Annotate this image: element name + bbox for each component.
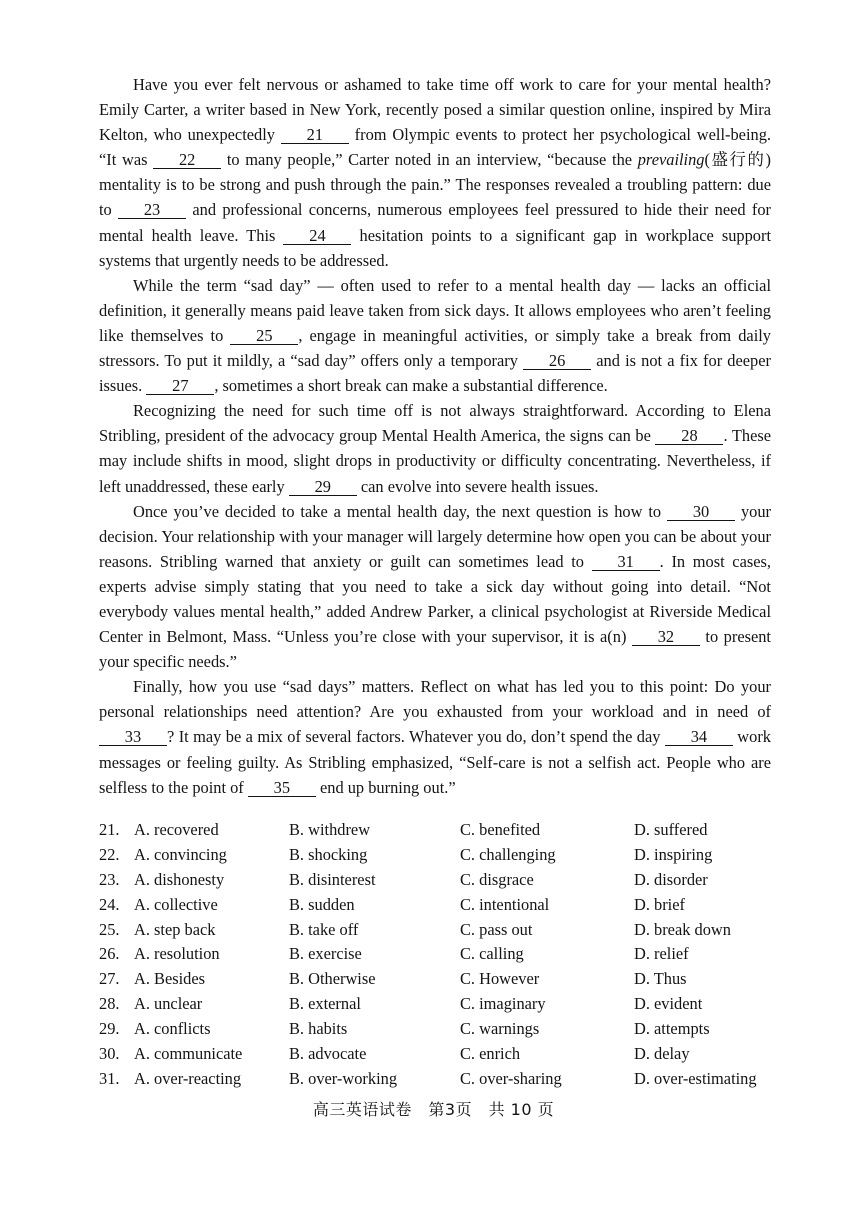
option-row-31: 31. A. over-reacting B. over-working C. over-sharing D. over-estimating	[99, 1069, 757, 1088]
option-row-24: 24. A. collective B. sudden C. intentional D. brief	[99, 895, 685, 914]
paragraph-4: Once you’ve decided to take a mental health day, the next question is how to 30 your decision. Your relationship with your manager will largely determine how open you can be about your reasons. Stribling warned that anxiety or guilt can sometimes lead to 31 . In most cases, experts advise simply stating that you need to take a sick day without going into detail. “Not everybody values mental health,” added Andrew Parker, a clinical psychologist at Riverside Medical Center in Belmont, Mass. “Unless you’re close with your supervisor, it is a(n) 32 to present your specific needs.”	[99, 501, 771, 672]
paragraph-2: While the term “sad day” — often used to refer to a mental health day — lacks an official definition, it generally means paid leave taken from sick days. It allows employees who aren’t feeling like themselves to 25 , engage in meaningful activities, or simply take a break from daily stressors. To put it mildly, a “sad day” offers only a temporary 26 and is not a fix for deeper issues. 27 , sometimes a short break can make a substantial difference.	[99, 275, 771, 396]
blank-34: 34	[665, 728, 733, 746]
blank-24: 24	[283, 227, 351, 245]
blank-23: 23	[118, 201, 186, 219]
blank-29: 29	[289, 478, 357, 496]
option-row-27: 27. A. Besides B. Otherwise C. However D. Thus	[99, 969, 687, 988]
option-row-29: 29. A. conflicts B. habits C. warnings D. attempts	[99, 1019, 710, 1038]
option-row-22: 22. A. convincing B. shocking C. challenging D. inspiring	[99, 845, 713, 864]
blank-25: 25	[230, 327, 298, 345]
blank-33: 33	[99, 728, 167, 746]
option-row-26: 26. A. resolution B. exercise C. calling D. relief	[99, 944, 689, 963]
option-row-28: 28. A. unclear B. external C. imaginary D. evident	[99, 994, 703, 1013]
italic-word: prevailing	[637, 150, 705, 170]
option-row-25: 25. A. step back B. take off C. pass out D. break down	[99, 920, 731, 939]
cloze-passage	[99, 72, 771, 800]
blank-32: 32	[632, 628, 700, 646]
paragraph-1: Have you ever felt nervous or ashamed to take time off work to care for your mental health? Emily Carter, a writer based in New York, recently posed a similar question online, inspired by Mira Kelton, who unexpectedly 21 from Olympic events to protect her psychological well-being. “It was 22 to many people,” Carter noted in an interview, “because the prevailing(盛行的) mentality is to be strong and push through the pain.” The responses revealed a troubling pattern: due to 23 and professional concerns, numerous employees feel pressured to hide their need for mental health leave. This 24 hesitation points to a significant gap in workplace support systems that urgently needs to be addressed.	[99, 75, 771, 270]
blank-28: 28	[655, 427, 723, 445]
option-row-23: 23. A. dishonesty B. disinterest C. disgrace D. disorder	[99, 870, 708, 889]
blank-26: 26	[523, 352, 591, 370]
paragraph-5: Finally, how you use “sad days” matters. Reflect on what has led you to this point: Do your personal relationships need attention? Are you exhausted from your workload and in need of 33 ? It may be a mix of several factors. Whatever you do, don’t spend the day 34 work messages or feeling guilty. As Stribling emphasized, “Self-care is not a selfish act. People who are selfless to the point of 35 end up burning out.”	[99, 677, 771, 797]
blank-30: 30	[667, 503, 735, 521]
blank-35: 35	[248, 779, 316, 797]
paragraph-3: Recognizing the need for such time off is not always straightforward. According to Elena Stribling, president of the advocacy group Mental Health America, the signs can be 28 . These may include shifts in mood, slight drops in productivity or difficulty concentrating. Nevertheless, if left unaddressed, these early 29 can evolve into severe health issues.	[99, 401, 771, 496]
page-footer: 高三英语试卷 第3页 共 10 页	[312, 1100, 555, 1119]
option-row-21: 21. A. recovered B. withdrew C. benefited D. suffered	[99, 820, 708, 839]
option-row-30: 30. A. communicate B. advocate C. enrich D. delay	[99, 1044, 690, 1063]
blank-31: 31	[592, 553, 660, 571]
blank-21: 21	[281, 126, 349, 144]
blank-22: 22	[153, 151, 221, 169]
blank-27: 27	[146, 377, 214, 395]
